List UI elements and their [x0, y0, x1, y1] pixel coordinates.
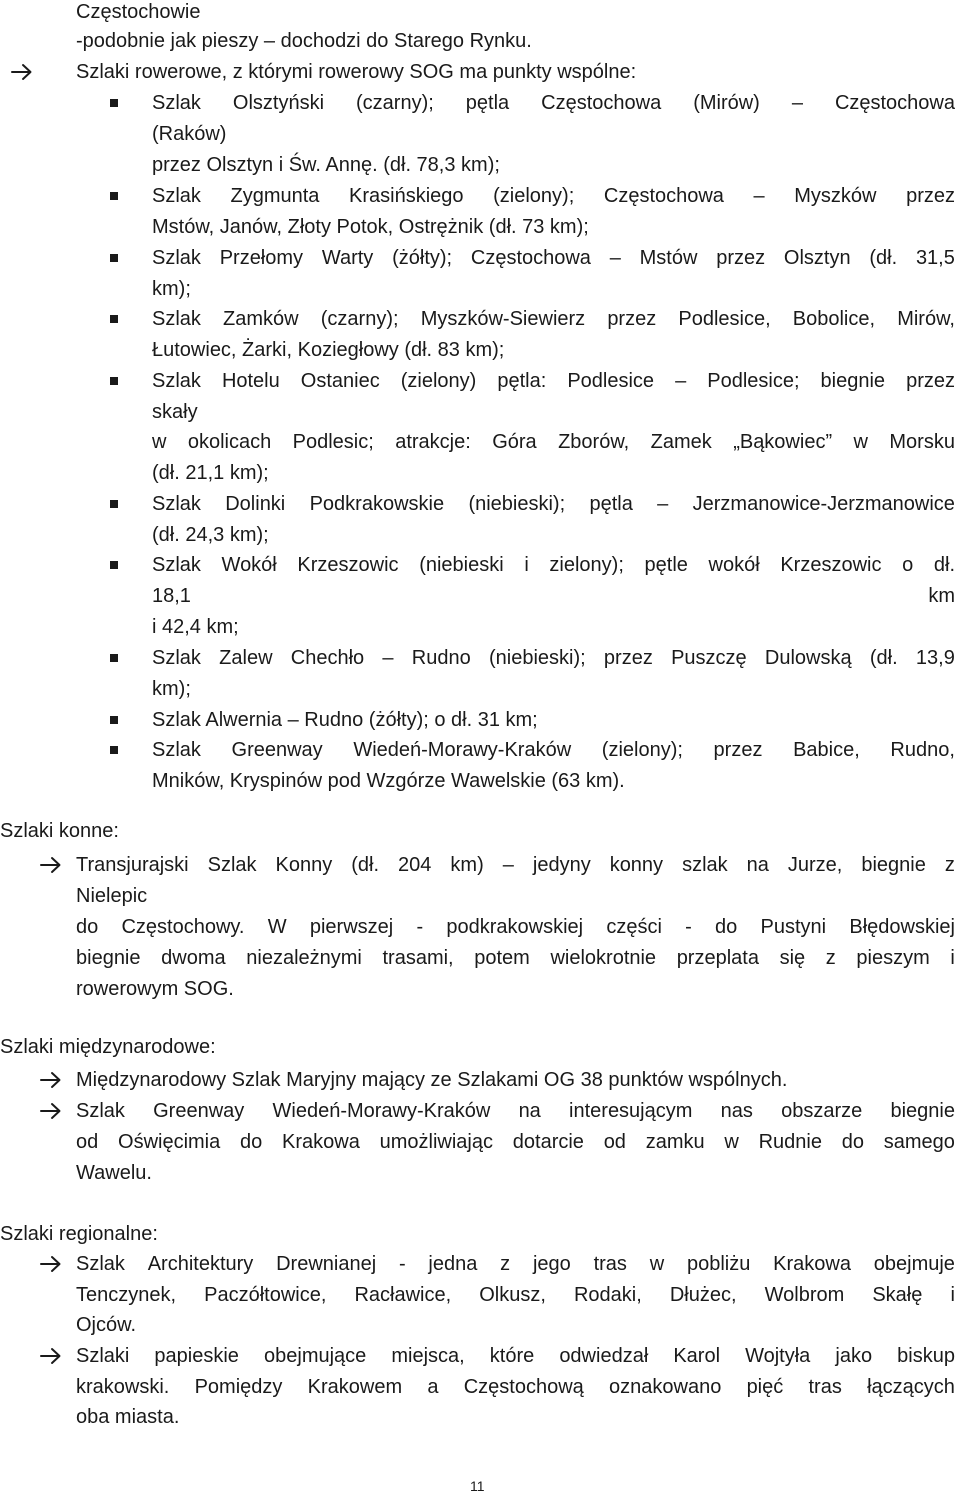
word: jego: [532, 1253, 571, 1275]
word: pobliżu: [686, 1253, 751, 1275]
word: 204: [398, 854, 432, 876]
text-line: rowerowym SOG.: [76, 978, 234, 1000]
word: Wolbrom: [764, 1284, 845, 1306]
word: Olsztyński: [232, 92, 325, 114]
word: -: [685, 916, 692, 938]
word: dł.: [933, 554, 955, 576]
word: nas: [720, 1100, 753, 1122]
word: Dulowską: [764, 647, 852, 669]
word: interesującym: [569, 1100, 693, 1122]
word: przez: [906, 370, 955, 392]
word: zamku: [645, 1131, 705, 1153]
word: –: [753, 185, 765, 207]
text-line: [76, 853, 955, 877]
word: –: [609, 247, 621, 269]
word: Częstochowa: [834, 92, 955, 114]
word: Ostaniec: [300, 370, 380, 392]
text-line: przez Olsztyn i Św. Annę. (dł. 78,3 km);: [152, 154, 500, 176]
word: Szlak: [207, 854, 257, 876]
word: do: [240, 1131, 263, 1153]
text-line: [76, 915, 955, 939]
word: Szlak: [76, 1100, 125, 1122]
page-number: 11: [470, 1478, 485, 1494]
word: od: [603, 1131, 626, 1153]
text-line: Nielepic: [76, 885, 148, 907]
word: Skałę: [872, 1284, 923, 1306]
word: konny: [609, 854, 664, 876]
word: –: [657, 493, 669, 515]
word: (żółty);: [392, 247, 453, 269]
word: Krakowa: [773, 1253, 851, 1275]
arrow-bullet-icon: [40, 1071, 62, 1089]
word: Rodaki,: [573, 1284, 642, 1306]
word: Myszków: [794, 185, 877, 207]
text-line: Szlak Alwernia – Rudno (żółty); o dł. 31 km;: [152, 709, 538, 731]
word: Częstochowy.: [121, 916, 245, 938]
word: Częstochową: [463, 1376, 584, 1398]
word: -: [416, 916, 424, 938]
word: zielony);: [549, 554, 624, 576]
word: przez: [603, 647, 653, 669]
word: Rudno: [411, 647, 471, 669]
word: Morsku: [889, 431, 955, 453]
text-line: [76, 1130, 955, 1154]
word: a: [427, 1376, 439, 1398]
text-line: [152, 738, 955, 762]
text-line: [152, 584, 955, 608]
word: Greenway: [231, 739, 323, 761]
arrow-bullet-icon: [40, 1347, 62, 1365]
word: Zalew: [219, 647, 273, 669]
word: Krzeszowic: [780, 554, 882, 576]
word: jedyny: [532, 854, 591, 876]
word: Dłużec,: [669, 1284, 737, 1306]
word: umożliwiając: [379, 1131, 493, 1153]
text-line: Częstochowie: [76, 1, 201, 23]
text-line: km);: [152, 678, 191, 700]
text-line: [152, 184, 955, 208]
section-heading: Szlaki regionalne:: [0, 1223, 158, 1245]
word: Góra: [492, 431, 537, 453]
text-line: [76, 1252, 955, 1276]
square-bullet-icon: [110, 500, 118, 508]
word: (niebieski: [419, 554, 504, 576]
word: samego: [883, 1131, 955, 1153]
word: na: [746, 854, 769, 876]
square-bullet-icon: [110, 192, 118, 200]
word: okolicach: [187, 431, 272, 453]
word: w: [724, 1131, 739, 1153]
word: (zielony): [400, 370, 477, 392]
word: Oświęcimia: [118, 1131, 221, 1153]
word: pieszym: [856, 947, 930, 969]
word: Podlesice: [567, 370, 655, 392]
word: Podlesice;: [707, 370, 800, 392]
word: Krasińskiego: [349, 185, 464, 207]
arrow-bullet-icon: [11, 63, 33, 81]
word: z: [500, 1253, 511, 1275]
word: Tenczynek,: [76, 1284, 177, 1306]
word: tras: [593, 1253, 627, 1275]
word: 13,9: [915, 647, 955, 669]
word: -: [398, 1253, 406, 1275]
word: pięć: [746, 1376, 784, 1398]
word: (dł.: [869, 247, 898, 269]
text-line: oba miasta.: [76, 1406, 180, 1428]
word: Wiedeń-Morawy-Kraków: [353, 739, 572, 761]
text-line: [76, 1099, 955, 1123]
word: dwoma: [161, 947, 226, 969]
word: (czarny);: [320, 308, 399, 330]
word: z: [944, 854, 955, 876]
word: przeplata: [676, 947, 759, 969]
word: 31,5: [915, 247, 955, 269]
square-bullet-icon: [110, 561, 118, 569]
word: Częstochowa: [541, 92, 662, 114]
word: jako: [835, 1345, 873, 1367]
word: biegnie: [820, 370, 886, 392]
word: Szlak: [152, 647, 201, 669]
word: oznakowano: [609, 1376, 722, 1398]
word: wielokrotnie: [550, 947, 657, 969]
word: Jerzmanowice-Jerzmanowice: [692, 493, 955, 515]
word: Szlak: [152, 739, 201, 761]
word: do: [715, 916, 738, 938]
word: pętla: [465, 92, 510, 114]
word: Wiedeń-Morawy-Kraków: [272, 1100, 491, 1122]
word: Szlak: [152, 554, 201, 576]
text-line: [76, 1344, 955, 1368]
word: biegnie: [76, 947, 141, 969]
word: Hotelu: [221, 370, 280, 392]
square-bullet-icon: [110, 99, 118, 107]
word: Wojtyła: [745, 1345, 811, 1367]
word: obejmujące: [264, 1345, 367, 1367]
word: Zamków: [223, 308, 299, 330]
word: Rudnie: [758, 1131, 822, 1153]
word: do: [76, 916, 99, 938]
word: krakowski.: [76, 1376, 170, 1398]
square-bullet-icon: [110, 254, 118, 262]
text-line: i 42,4 km;: [152, 616, 239, 638]
word: (Mirów): [693, 92, 760, 114]
word: Pustyni: [760, 916, 827, 938]
word: (niebieski);: [488, 647, 586, 669]
word: które: [489, 1345, 535, 1367]
word: –: [791, 92, 803, 114]
word: Pomiędzy: [194, 1376, 283, 1398]
word: obejmuje: [873, 1253, 955, 1275]
arrow-bullet-icon: [40, 1102, 62, 1120]
word: „Bąkowiec”: [733, 431, 833, 453]
word: pętla: [589, 493, 633, 515]
word: biskup: [897, 1345, 955, 1367]
word: Szlaki: [76, 1345, 130, 1367]
text-line: [152, 430, 955, 454]
word: (dł.: [869, 647, 898, 669]
word: Zborów,: [558, 431, 630, 453]
word: Mstów: [639, 247, 698, 269]
word: części: [606, 916, 662, 938]
text-line: [152, 91, 955, 115]
text-line: Wawelu.: [76, 1162, 152, 1184]
word: obszarze: [781, 1100, 863, 1122]
word: trasami,: [382, 947, 454, 969]
word: Szlak: [152, 493, 201, 515]
text-line: [152, 492, 955, 516]
word: jedna: [428, 1253, 478, 1275]
word: w: [853, 431, 868, 453]
word: km): [450, 854, 484, 876]
square-bullet-icon: [110, 654, 118, 662]
word: pętle: [644, 554, 688, 576]
word: na: [518, 1100, 541, 1122]
word: Szlak: [152, 92, 201, 114]
text-line: [152, 369, 955, 393]
word: Olkusz,: [479, 1284, 546, 1306]
word: łączących: [867, 1376, 955, 1398]
word: –: [382, 647, 394, 669]
word: Drewnianej: [276, 1253, 377, 1275]
word: Przełomy: [219, 247, 304, 269]
word: biegnie: [890, 1100, 955, 1122]
word: Bobolice,: [792, 308, 876, 330]
word: z: [825, 947, 836, 969]
text-line: skały: [152, 401, 198, 423]
word: miejsca,: [391, 1345, 465, 1367]
word: potem: [474, 947, 530, 969]
word: przez: [906, 185, 955, 207]
word: dotarcie: [512, 1131, 584, 1153]
word: Puszczę: [671, 647, 747, 669]
square-bullet-icon: [110, 315, 118, 323]
word: Częstochowa: [603, 185, 724, 207]
word: Zamek: [650, 431, 712, 453]
word: niezależnymi: [246, 947, 362, 969]
word: biegnie: [861, 854, 926, 876]
text-line: Szlaki rowerowe, z którymi rowerowy SOG ma punkty wspólne:: [76, 61, 637, 83]
word: od: [76, 1131, 99, 1153]
word: o: [902, 554, 914, 576]
text-line: [152, 246, 955, 270]
word: Podlesice,: [678, 308, 771, 330]
word: Architektury: [147, 1253, 254, 1275]
word: szlak: [682, 854, 728, 876]
arrow-bullet-icon: [40, 1255, 62, 1273]
word: –: [675, 370, 687, 392]
text-line: -podobnie jak pieszy – dochodzi do Starego Rynku.: [76, 30, 532, 52]
word: Babice,: [793, 739, 860, 761]
word: (niebieski);: [468, 493, 566, 515]
word: przez: [607, 308, 657, 330]
section-heading: Szlaki międzynarodowe:: [0, 1036, 216, 1058]
word: się: [779, 947, 806, 969]
word: Szlak: [152, 247, 201, 269]
word: w: [649, 1253, 665, 1275]
word: W: [267, 916, 287, 938]
word: Błędowskiej: [849, 916, 955, 938]
square-bullet-icon: [110, 716, 118, 724]
word: wokół: [708, 554, 760, 576]
word: w: [152, 431, 167, 453]
word: Dolinki: [225, 493, 286, 515]
word: Racławice,: [354, 1284, 452, 1306]
word: przez: [713, 739, 763, 761]
word: Olsztyn: [783, 247, 851, 269]
word: (czarny);: [356, 92, 434, 114]
word: i: [950, 947, 955, 969]
word: Konny: [275, 854, 333, 876]
word: papieskie: [154, 1345, 239, 1367]
word: pętla:: [497, 370, 547, 392]
word: Chechło: [290, 647, 365, 669]
text-line: Mstów, Janów, Złoty Potok, Ostrężnik (dł. 73 km);: [152, 216, 589, 238]
word: i: [950, 1284, 955, 1306]
word: (zielony);: [601, 739, 683, 761]
word: Zygmunta: [230, 185, 320, 207]
word: tras: [808, 1376, 842, 1398]
word: Warty: [321, 247, 374, 269]
word: i: [524, 554, 529, 576]
word: atrakcje:: [395, 431, 471, 453]
word: odwiedzał: [559, 1345, 649, 1367]
word: przez: [716, 247, 766, 269]
word: Krakowem: [307, 1376, 403, 1398]
word: Karol: [673, 1345, 721, 1367]
word: Rudno,: [890, 739, 955, 761]
word: Krzeszowic: [297, 554, 399, 576]
word: pierwszej: [309, 916, 394, 938]
section-heading: Szlaki konne:: [0, 820, 119, 842]
text-line: (dł. 21,1 km);: [152, 462, 269, 484]
word: Częstochowa: [470, 247, 591, 269]
word: Podlesic;: [292, 431, 374, 453]
word: Myszków-Siewierz: [420, 308, 586, 330]
text-line: Ojców.: [76, 1314, 137, 1336]
square-bullet-icon: [110, 377, 118, 385]
text-line: (Raków): [152, 123, 227, 145]
word: do: [841, 1131, 864, 1153]
word: Jurze,: [787, 854, 843, 876]
word: –: [502, 854, 514, 876]
text-line: [76, 1375, 955, 1399]
text-line: [152, 646, 955, 670]
text-line: km);: [152, 278, 191, 300]
text-line: Międzynarodowy Szlak Maryjny mający ze Szlakami OG 38 punktów wspólnych.: [76, 1069, 788, 1091]
text-line: Mników, Kryspinów pod Wzgórze Wawelskie (63 km).: [152, 770, 625, 792]
word: Szlak: [76, 1253, 125, 1275]
text-line: [152, 307, 955, 331]
word: (zielony);: [493, 185, 575, 207]
square-bullet-icon: [110, 746, 118, 754]
word: Mirów,: [897, 308, 955, 330]
word: 18,1: [152, 585, 191, 607]
text-line: Łutowiec, Żarki, Koziegłowy (dł. 83 km);: [152, 339, 505, 361]
word: km: [928, 585, 955, 607]
text-line: (dł. 24,3 km);: [152, 524, 269, 546]
word: Szlak: [152, 308, 201, 330]
word: Podkrakowskie: [309, 493, 445, 515]
word: Paczółtowice,: [204, 1284, 327, 1306]
text-line: [76, 946, 955, 970]
word: Krakowa: [282, 1131, 360, 1153]
word: (dł.: [351, 854, 380, 876]
text-line: [76, 1283, 955, 1307]
arrow-bullet-icon: [40, 856, 62, 874]
word: Wokół: [221, 554, 277, 576]
word: Szlak: [152, 370, 201, 392]
text-line: [152, 553, 955, 577]
word: podkrakowskiej: [446, 916, 584, 938]
word: Greenway: [153, 1100, 245, 1122]
word: Transjurajski: [76, 854, 189, 876]
word: Szlak: [152, 185, 201, 207]
